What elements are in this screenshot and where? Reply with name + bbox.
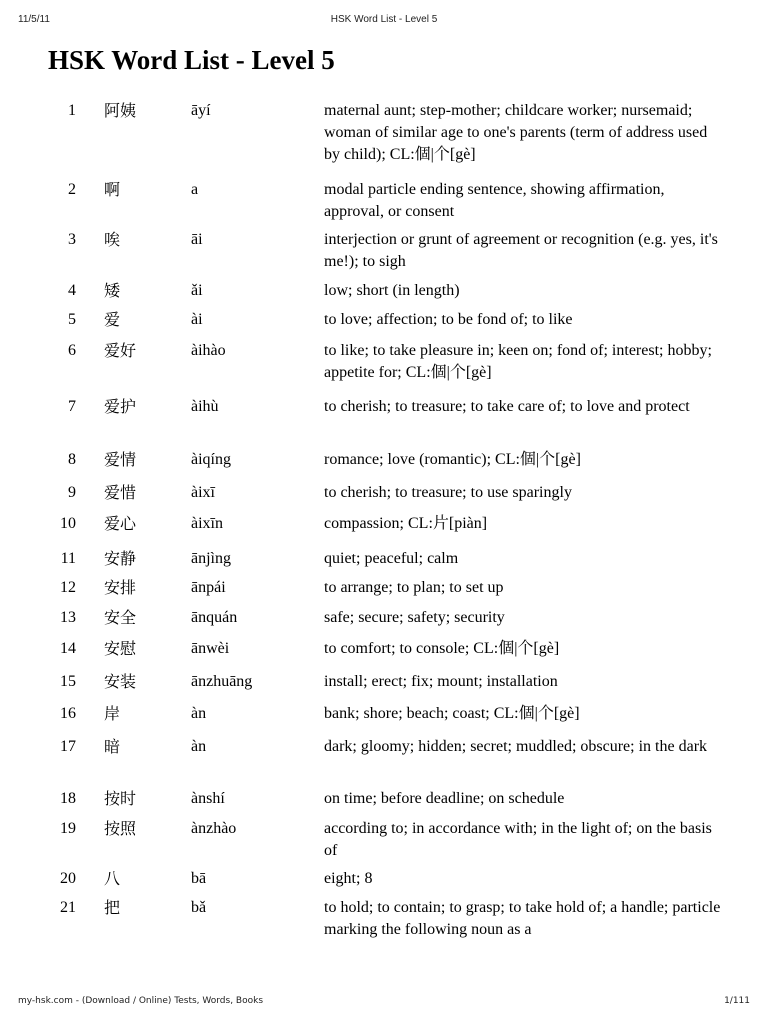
entry-number: 1: [68, 102, 76, 119]
entry-definition: quiet; peaceful; calm: [324, 550, 459, 567]
print-header-title: HSK Word List - Level 5: [330, 14, 438, 25]
entry-pinyin: bǎ: [191, 899, 207, 916]
entry-pinyin: ānwèi: [191, 640, 230, 657]
entry-hanzi: 阿姨: [104, 101, 137, 120]
entry-hanzi: 安慰: [104, 639, 137, 658]
entry-definition: according to; in accordance with; in the light of; on the basis of: [324, 820, 712, 859]
entry-pinyin: āi: [191, 231, 203, 248]
entry-hanzi: 爱惜: [104, 483, 137, 502]
entry-number: 12: [60, 579, 76, 596]
entry-definition: to hold; to contain; to grasp; to take hold of; a handle; particle marking the following noun as a: [324, 899, 721, 938]
entry-number: 17: [60, 738, 76, 755]
entry-hanzi: 安静: [104, 549, 137, 568]
entry-number: 3: [68, 231, 76, 248]
entry-pinyin: àihào: [191, 342, 226, 359]
entry-pinyin: àiqíng: [191, 451, 231, 468]
entry-hanzi: 把: [104, 898, 121, 917]
entry-definition: low; short (in length): [324, 282, 460, 299]
entry-definition: on time; before deadline; on schedule: [324, 790, 565, 807]
entry-definition: to cherish; to treasure; to take care of; to love and protect: [324, 398, 690, 415]
entry-number: 18: [60, 790, 76, 807]
entry-hanzi: 按时: [104, 789, 137, 808]
entry-pinyin: àixī: [191, 484, 215, 501]
entry-number: 11: [60, 550, 76, 567]
print-date: 11/5/11: [18, 14, 50, 25]
entry-number: 7: [68, 398, 76, 415]
entry-pinyin: àn: [191, 738, 207, 755]
entry-pinyin: ànshí: [191, 790, 225, 807]
entry-definition: safe; secure; safety; security: [324, 609, 505, 626]
entry-hanzi: 爱: [104, 310, 121, 329]
entry-number: 19: [60, 820, 76, 837]
entry-hanzi: 啊: [104, 180, 121, 199]
entry-pinyin: ānzhuāng: [191, 673, 253, 690]
entry-definition: dark; gloomy; hidden; secret; muddled; obscure; in the dark: [324, 738, 708, 755]
entry-number: 10: [60, 515, 76, 532]
entry-hanzi: 安装: [104, 672, 137, 691]
entry-definition: maternal aunt; step-mother; childcare worker; nursemaid; woman of similar age to one's parents (term of address used by child); CL:個|个[gè]: [324, 102, 708, 163]
entry-hanzi: 岸: [104, 704, 121, 723]
entry-pinyin: àixīn: [191, 515, 223, 532]
entry-definition: compassion; CL:片[piàn]: [324, 515, 488, 532]
page-number: 1/111: [724, 996, 750, 1006]
entry-number: 15: [60, 673, 76, 690]
entry-definition: to love; affection; to be fond of; to like: [324, 311, 573, 328]
entry-pinyin: a: [191, 181, 199, 198]
entry-pinyin: ānpái: [191, 579, 226, 596]
entry-definition: bank; shore; beach; coast; CL:個|个[gè]: [324, 705, 580, 722]
entry-hanzi: 唉: [104, 230, 121, 249]
entry-hanzi: 安全: [104, 608, 137, 627]
entry-number: 20: [60, 870, 76, 887]
page-title: HSK Word List - Level 5: [48, 45, 335, 75]
entry-definition: interjection or grunt of agreement or recognition (e.g. yes, it's me!); to sigh: [324, 231, 718, 270]
entry-hanzi: 矮: [104, 281, 121, 300]
entry-pinyin: ānquán: [191, 609, 238, 626]
entry-pinyin: ǎi: [191, 282, 203, 299]
entry-pinyin: bā: [191, 870, 207, 887]
entry-hanzi: 八: [104, 869, 121, 888]
entry-pinyin: àihù: [191, 398, 219, 415]
entry-definition: install; erect; fix; mount; installation: [324, 673, 558, 690]
entry-hanzi: 爱情: [104, 450, 137, 469]
entry-number: 6: [68, 342, 76, 359]
entry-definition: to arrange; to plan; to set up: [324, 579, 504, 596]
entry-hanzi: 爱护: [104, 397, 137, 416]
entry-number: 5: [68, 311, 76, 328]
entry-definition: to cherish; to treasure; to use sparingly: [324, 484, 572, 501]
entry-definition: eight; 8: [324, 870, 373, 887]
entry-pinyin: ānjìng: [191, 550, 231, 567]
entry-number: 16: [60, 705, 76, 722]
entry-hanzi: 暗: [104, 737, 121, 756]
entry-number: 2: [68, 181, 76, 198]
entry-hanzi: 爱好: [104, 341, 137, 360]
entry-number: 13: [60, 609, 76, 626]
entry-hanzi: 安排: [104, 578, 137, 597]
entry-number: 4: [68, 282, 76, 299]
entry-definition: modal particle ending sentence, showing affirmation, approval, or consent: [324, 181, 665, 220]
entry-number: 14: [60, 640, 76, 657]
entry-pinyin: ài: [191, 311, 203, 328]
entry-number: 8: [68, 451, 76, 468]
entry-definition: to comfort; to console; CL:個|个[gè]: [324, 640, 560, 657]
entry-pinyin: ànzhào: [191, 820, 237, 837]
entry-definition: to like; to take pleasure in; keen on; fond of; interest; hobby; appetite for; CL:個|个[gè]: [324, 342, 712, 381]
entry-pinyin: āyí: [191, 102, 211, 119]
entry-hanzi: 爱心: [104, 514, 137, 533]
footer-source: my-hsk.com - (Download / Online) Tests, Words, Books: [18, 996, 264, 1006]
entry-number: 21: [60, 899, 76, 916]
entry-definition: romance; love (romantic); CL:個|个[gè]: [324, 451, 581, 468]
entry-pinyin: àn: [191, 705, 207, 722]
entry-hanzi: 按照: [104, 819, 137, 838]
entry-number: 9: [68, 484, 76, 501]
